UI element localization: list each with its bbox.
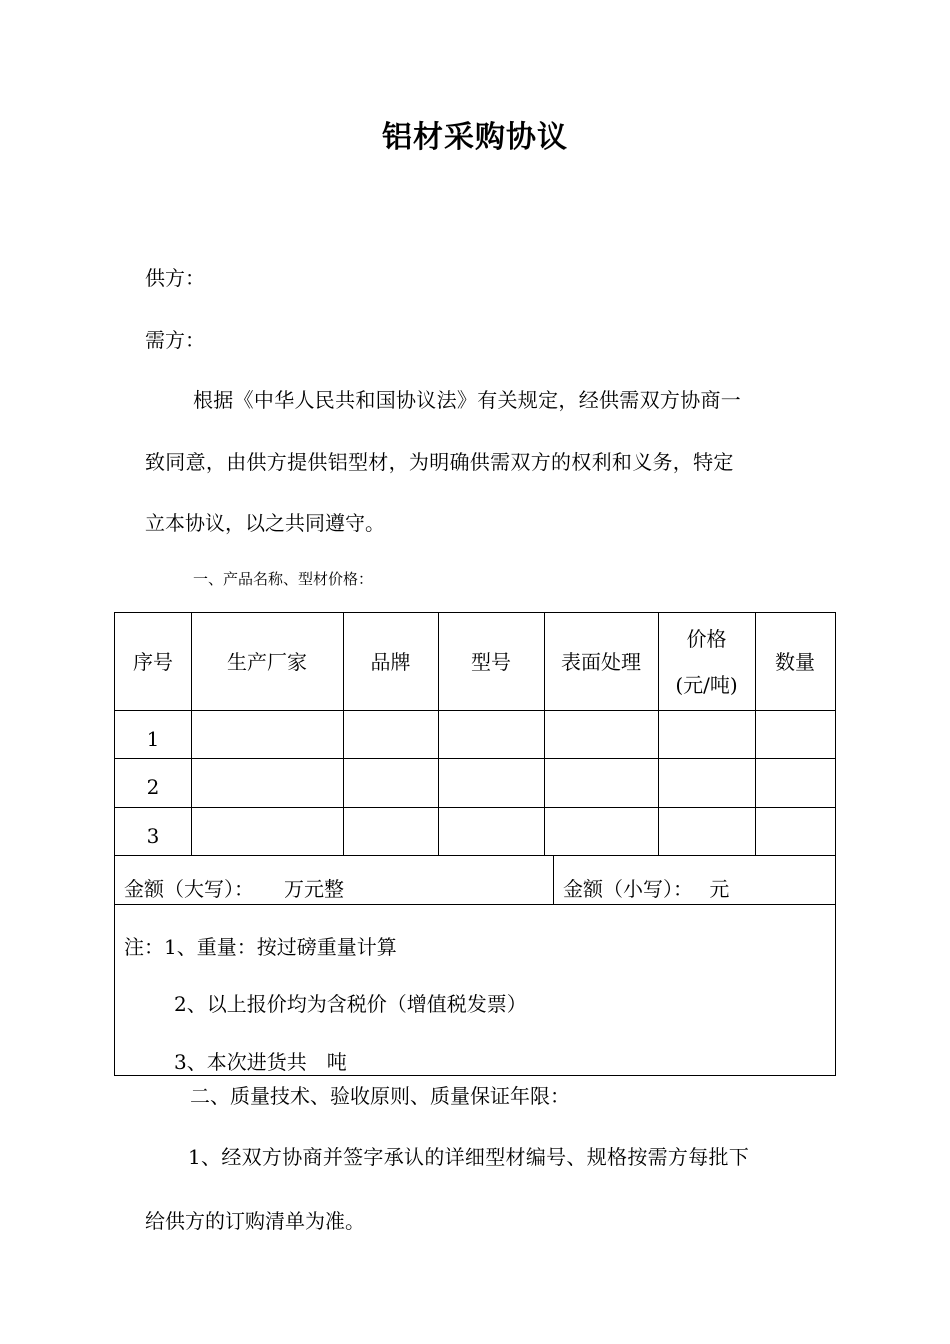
document-title: 铝材采购协议 — [382, 120, 568, 155]
intro-line-2: 致同意，由供方提供铝型材，为明确供需双方的权利和义务，特定 — [145, 450, 734, 474]
header-quantity: 数量 — [775, 649, 815, 674]
amount-in-figures: 金额（小写）： 元 — [563, 877, 730, 901]
table-row-seq: 2 — [146, 775, 160, 799]
intro-line-1: 根据《中华人民共和国协议法》有关规定，经供需双方协商一 — [193, 388, 742, 412]
table-row-seq: 3 — [146, 824, 160, 848]
amount-in-words: 金额（大写）： 万元整 — [124, 877, 344, 901]
section-2-heading: 二、质量技术、验收原则、质量保证年限： — [190, 1084, 570, 1108]
note-3: 3、本次进货共 吨 — [174, 1050, 347, 1074]
note-1: 注：1、重量：按过磅重量计算 — [124, 935, 397, 959]
section-2-paragraph-line-1: 1、经双方协商并签字承认的详细型材编号、规格按需方每批下 — [188, 1145, 750, 1169]
price-table — [114, 612, 836, 1076]
header-manufacturer: 生产厂家 — [227, 649, 307, 674]
header-brand: 品牌 — [370, 649, 411, 674]
header-seq: 序号 — [133, 649, 173, 674]
header-price — [658, 613, 755, 710]
buyer-label: 需方： — [145, 328, 205, 352]
table-row-seq: 1 — [146, 727, 160, 751]
header-surface-treatment: 表面处理 — [561, 649, 641, 674]
note-2: 2、以上报价均为含税价（增值税发票） — [174, 992, 527, 1016]
supplier-label: 供方： — [145, 266, 205, 290]
section-2-paragraph-line-2: 给供方的订购清单为准。 — [145, 1209, 365, 1233]
header-model: 型号 — [471, 649, 511, 674]
section-1-heading: 一、产品名称、型材价格： — [193, 570, 374, 588]
intro-line-3: 立本协议，以之共同遵守。 — [145, 511, 385, 535]
header-price-line-2: (元/吨) — [675, 672, 738, 697]
header-price-line-1: 价格 — [686, 626, 727, 651]
